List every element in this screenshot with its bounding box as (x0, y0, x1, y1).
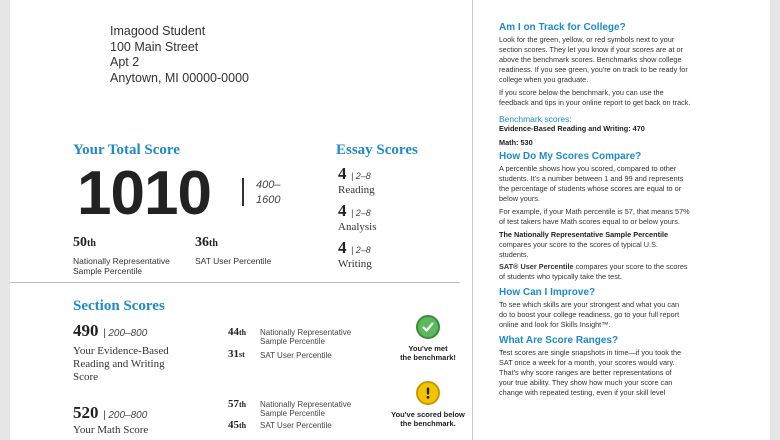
sat-user-paragraph (499, 262, 749, 282)
essay-range-value: 2–8 (355, 245, 371, 255)
section-range: | 200–800 (102, 328, 148, 339)
percentile-suffix: th (87, 238, 96, 249)
total-nat-percentile-label (73, 256, 170, 276)
label-line: Sample Percentile (260, 337, 325, 346)
math-user-percentile-label: SAT User Percentile (260, 421, 332, 430)
improve-paragraph (499, 300, 749, 330)
benchmark-line: You've scored below (391, 410, 465, 419)
label-line: Nationally Representative (260, 328, 352, 337)
text-line: college when you graduate. (499, 75, 589, 84)
text-line: For example, if your Math percentile is 57, that means 57% (499, 207, 690, 216)
math-benchmark-status (378, 410, 478, 428)
percentile-number: 44 (228, 326, 239, 338)
text-line: feedback and tips in your online report to get back on track. (499, 98, 691, 107)
text-line: the percentage of students whose scores are equal to or (499, 184, 682, 193)
erw-name (73, 345, 169, 384)
percentile-suffix: th (209, 238, 218, 249)
math-nat-percentile (228, 398, 246, 410)
section-range: | 200–800 (102, 410, 148, 421)
benchmark-line: You've met (408, 344, 448, 353)
text-line: above the benchmark scores. Benchmarks show college (499, 55, 682, 64)
text-line: A percentile shows how you scored, compared to other (499, 164, 677, 173)
exclamation-mark (421, 386, 435, 400)
section-divider (10, 282, 460, 283)
section-name-line: Your Evidence-Based (73, 345, 169, 357)
percentile-suffix: th (239, 421, 247, 430)
nat-sample-paragraph (499, 230, 749, 260)
text-line: That's why score ranges are better representations of (499, 368, 672, 377)
math-user-percentile (228, 419, 246, 431)
erw-score (73, 321, 147, 341)
erw-user-percentile (228, 348, 245, 360)
essay-scores-heading: Essay Scores (336, 142, 418, 158)
percentile-number: 36 (195, 235, 209, 250)
essay-name: Analysis (338, 221, 377, 233)
text-line: online and look for Skills Insight™. (499, 320, 611, 329)
benchmark-math: Math: 530 (499, 138, 533, 147)
essay-score: 4 (338, 201, 347, 220)
example-paragraph (499, 207, 749, 227)
compare-paragraph (499, 164, 749, 204)
essay-score: 4 (338, 164, 347, 183)
essay-name: Writing (338, 258, 372, 270)
label-line: Sample Percentile (260, 409, 325, 418)
percentile-number: 50 (73, 235, 87, 250)
essay-name: Reading (338, 184, 375, 196)
section-range-value: 200–800 (108, 328, 148, 339)
label-line: Nationally Representative (73, 256, 170, 266)
total-user-percentile-label: SAT User Percentile (195, 256, 272, 266)
erw-benchmark-status (378, 344, 478, 362)
percentile-suffix: th (239, 328, 247, 337)
label-line: Sample Percentile (73, 266, 142, 276)
erw-nat-percentile-label (260, 328, 351, 346)
percentile-suffix: st (239, 350, 245, 359)
essay-analysis (338, 201, 377, 233)
exclamation-icon (416, 381, 440, 405)
erw-user-percentile-label: SAT User Percentile (260, 351, 332, 360)
right-panel (499, 22, 749, 398)
essay-range: | 2–8 (350, 171, 371, 181)
mailing-address (110, 24, 249, 86)
text-line: students. (499, 250, 529, 259)
column-divider (472, 0, 473, 440)
text-line: of test takers have Math scores equal to or below yours. (499, 217, 680, 226)
text-line: change with repeated testing, even if your skill level (499, 388, 666, 397)
section-name-line: Reading and Writing (73, 358, 165, 370)
benchmark-heading: Benchmark scores: (499, 114, 572, 124)
section-scores-heading: Section Scores (73, 298, 165, 314)
text-line: SAT once a week for a month, your scores would vary. (499, 358, 675, 367)
section-score: 490 (73, 321, 99, 340)
benchmark-line: the benchmark. (400, 419, 456, 428)
percentile-number: 31 (228, 348, 239, 360)
ranges-heading: What Are Score Ranges? (499, 335, 619, 346)
text-span: compares your score to the scores (573, 262, 688, 271)
math-name: Your Math Score (73, 424, 149, 436)
total-score-value: 1010 (77, 159, 211, 228)
essay-range-value: 2–8 (355, 208, 371, 218)
percentile-number: 57 (228, 398, 239, 410)
compare-heading: How Do My Scores Compare? (499, 151, 642, 162)
track-paragraph-2 (499, 88, 749, 108)
math-score (73, 403, 147, 423)
check-mark (421, 320, 435, 334)
total-score-heading: Your Total Score (73, 142, 180, 158)
essay-writing (338, 238, 372, 270)
total-nat-percentile (73, 235, 96, 251)
track-paragraph (499, 35, 749, 85)
address-line2: Apt 2 (110, 55, 140, 69)
essay-score: 4 (338, 238, 347, 257)
erw-nat-percentile (228, 326, 246, 338)
text-line: your true ability. They show how much your score can (499, 378, 673, 387)
section-range-value: 200–800 (108, 410, 148, 421)
score-separator (242, 178, 244, 206)
range-high: 1600 (256, 194, 281, 206)
total-score-range (256, 178, 280, 208)
percentile-number: 45 (228, 419, 239, 431)
essay-reading (338, 164, 375, 196)
math-nat-percentile-label (260, 400, 351, 418)
improve-heading: How Can I Improve? (499, 287, 596, 298)
score-report-page (10, 0, 770, 440)
total-user-percentile (195, 235, 218, 251)
percentile-suffix: th (239, 400, 247, 409)
essay-range: | 2–8 (350, 245, 371, 255)
text-line: below yours. (499, 194, 540, 203)
section-name-line: Score (73, 371, 99, 383)
text-line: students. It's a number between 1 and 99 and represents (499, 174, 684, 183)
essay-range-value: 2–8 (355, 171, 371, 181)
range-low: 400– (256, 179, 281, 191)
check-icon (416, 315, 440, 339)
address-line3: Anytown, MI 00000-0000 (110, 70, 249, 85)
text-line: Test scores are single snapshots in time—if you took the (499, 348, 682, 357)
text-bold: SAT® User Percentile (499, 262, 574, 271)
text-line: section scores. They let you know if your scores are at or (499, 45, 683, 54)
text-line: readiness. If you see green, you're on track to be ready for (499, 65, 688, 74)
text-line: do to boost your college readiness, go to your full report (499, 310, 680, 319)
ranges-paragraph (499, 348, 749, 398)
section-score: 520 (73, 403, 99, 422)
track-heading: Am I on Track for College? (499, 22, 626, 33)
essay-range: | 2–8 (350, 208, 371, 218)
text-line: Look for the green, yellow, or red symbols next to your (499, 35, 675, 44)
text-line-bold: The Nationally Representative Sample Percentile (499, 230, 669, 239)
label-line: Nationally Representative (260, 400, 352, 409)
text-line: To see which skills are your strongest and what you can (499, 300, 680, 309)
address-line1: 100 Main Street (110, 39, 199, 54)
benchmark-erw: Evidence-Based Reading and Writing: 470 (499, 124, 645, 133)
text-line: compares your score to the scores of typical U.S. (499, 240, 658, 249)
address-name: Imagood Student (110, 24, 206, 38)
text-line: If you score below the benchmark, you can use the (499, 88, 664, 97)
text-line: of students who typically take the test. (499, 272, 622, 281)
benchmark-line: the benchmark! (400, 353, 456, 362)
